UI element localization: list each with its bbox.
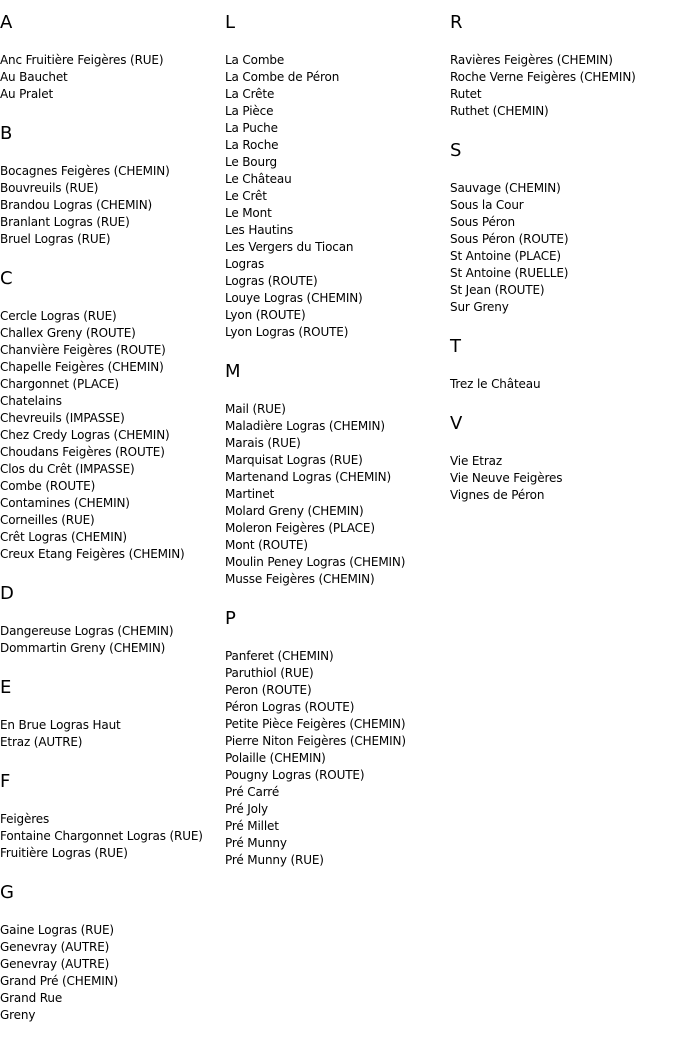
street-item[interactable]: Contamines (CHEMIN) bbox=[0, 496, 130, 510]
street-item[interactable]: Bocagnes Feigères (CHEMIN) bbox=[0, 164, 170, 178]
street-item[interactable]: Dangereuse Logras (CHEMIN) bbox=[0, 624, 174, 638]
street-item[interactable]: Gaine Logras (RUE) bbox=[0, 923, 114, 937]
street-item[interactable]: Lyon (ROUTE) bbox=[225, 308, 306, 322]
street-item[interactable]: Moulin Peney Logras (CHEMIN) bbox=[225, 555, 406, 569]
street-item[interactable]: Combe (ROUTE) bbox=[0, 479, 96, 493]
street-item[interactable]: La Pièce bbox=[225, 104, 274, 118]
letter-section-m bbox=[225, 362, 447, 588]
letter-section-f bbox=[0, 772, 222, 862]
street-item[interactable]: Vie Neuve Feigères bbox=[450, 471, 563, 485]
street-item[interactable]: Sous Péron (ROUTE) bbox=[450, 232, 569, 246]
street-item[interactable]: La Roche bbox=[225, 138, 279, 152]
street-item[interactable]: Rutet bbox=[450, 87, 482, 101]
street-item[interactable]: Panferet (CHEMIN) bbox=[225, 649, 334, 663]
letter-heading: B bbox=[0, 123, 13, 144]
letter-heading: L bbox=[225, 12, 236, 33]
street-item[interactable]: Martinet bbox=[225, 487, 275, 501]
letter-section-v bbox=[450, 414, 672, 504]
street-item[interactable]: Au Pralet bbox=[0, 87, 54, 101]
letter-section-e bbox=[0, 678, 222, 751]
street-item[interactable]: Corneilles (RUE) bbox=[0, 513, 95, 527]
letter-section-s bbox=[450, 141, 672, 316]
street-item[interactable]: Moleron Feigères (PLACE) bbox=[225, 521, 375, 535]
letter-heading: D bbox=[0, 583, 14, 604]
street-item[interactable]: Au Bauchet bbox=[0, 70, 68, 84]
street-item[interactable]: Pré Joly bbox=[225, 802, 269, 816]
street-item[interactable]: Grand Pré (CHEMIN) bbox=[0, 974, 119, 988]
letter-heading: S bbox=[450, 140, 462, 161]
letter-section-b bbox=[0, 124, 222, 248]
street-item[interactable]: Fruitière Logras (RUE) bbox=[0, 846, 128, 860]
letter-heading: T bbox=[450, 336, 461, 357]
street-item[interactable]: Sous la Cour bbox=[450, 198, 524, 212]
street-item[interactable]: Branlant Logras (RUE) bbox=[0, 215, 130, 229]
street-item[interactable]: Trez le Château bbox=[450, 377, 541, 391]
street-item[interactable]: Martenand Logras (CHEMIN) bbox=[225, 470, 391, 484]
letter-heading: G bbox=[0, 882, 14, 903]
street-item[interactable]: Les Vergers du Tiocan bbox=[225, 240, 354, 254]
street-item[interactable]: Louye Logras (CHEMIN) bbox=[225, 291, 363, 305]
street-item[interactable]: Le Crêt bbox=[225, 189, 267, 203]
street-item[interactable]: Chez Credy Logras (CHEMIN) bbox=[0, 428, 170, 442]
letter-heading: F bbox=[0, 771, 11, 792]
street-item[interactable]: Logras bbox=[225, 257, 265, 271]
street-item[interactable]: La Puche bbox=[225, 121, 278, 135]
street-item[interactable]: Marquisat Logras (RUE) bbox=[225, 453, 363, 467]
street-item[interactable]: Logras (ROUTE) bbox=[225, 274, 318, 288]
street-item[interactable]: St Jean (ROUTE) bbox=[450, 283, 545, 297]
street-item[interactable]: Polaille (CHEMIN) bbox=[225, 751, 326, 765]
letter-section-g bbox=[0, 883, 222, 1024]
street-item[interactable]: Chatelains bbox=[0, 394, 62, 408]
street-item[interactable]: Creux Etang Feigères (CHEMIN) bbox=[0, 547, 185, 561]
letter-heading: M bbox=[225, 361, 241, 382]
street-item[interactable]: Clos du Crêt (IMPASSE) bbox=[0, 462, 135, 476]
street-item[interactable]: La Combe bbox=[225, 53, 285, 67]
street-item[interactable]: Sur Greny bbox=[450, 300, 509, 314]
street-item[interactable]: Petite Pièce Feigères (CHEMIN) bbox=[225, 717, 406, 731]
letter-heading: C bbox=[0, 268, 13, 289]
street-item[interactable]: Bruel Logras (RUE) bbox=[0, 232, 111, 246]
street-item[interactable]: Chargonnet (PLACE) bbox=[0, 377, 119, 391]
street-item[interactable]: Lyon Logras (ROUTE) bbox=[225, 325, 349, 339]
street-item[interactable]: Le Bourg bbox=[225, 155, 277, 169]
street-item[interactable]: Paruthiol (RUE) bbox=[225, 666, 314, 680]
street-item[interactable]: Dommartin Greny (CHEMIN) bbox=[0, 641, 166, 655]
street-item[interactable]: Etraz (AUTRE) bbox=[0, 735, 83, 749]
letter-section-c bbox=[0, 269, 222, 563]
letter-heading: V bbox=[450, 413, 463, 434]
street-item[interactable]: Chapelle Feigères (CHEMIN) bbox=[0, 360, 164, 374]
street-item[interactable]: Sauvage (CHEMIN) bbox=[450, 181, 561, 195]
index-column-1 bbox=[0, 13, 222, 1045]
street-item[interactable]: Molard Greny (CHEMIN) bbox=[225, 504, 364, 518]
letter-heading: R bbox=[450, 12, 463, 33]
letter-heading: E bbox=[0, 677, 12, 698]
street-item[interactable]: Feigères bbox=[0, 812, 50, 826]
street-item[interactable]: Pré Carré bbox=[225, 785, 280, 799]
street-item[interactable]: Grand Rue bbox=[0, 991, 63, 1005]
street-item[interactable]: En Brue Logras Haut bbox=[0, 718, 121, 732]
street-item[interactable]: Choudans Feigères (ROUTE) bbox=[0, 445, 165, 459]
street-item[interactable]: Crêt Logras (CHEMIN) bbox=[0, 530, 127, 544]
street-item[interactable]: La Crête bbox=[225, 87, 275, 101]
street-item[interactable]: Roche Verne Feigères (CHEMIN) bbox=[450, 70, 636, 84]
street-item[interactable]: Péron Logras (ROUTE) bbox=[225, 700, 355, 714]
street-item[interactable]: Marais (RUE) bbox=[225, 436, 301, 450]
street-item[interactable]: Chanvière Feigères (ROUTE) bbox=[0, 343, 166, 357]
street-item[interactable]: St Antoine (PLACE) bbox=[450, 249, 561, 263]
letter-section-p bbox=[225, 609, 447, 869]
letter-section-r bbox=[450, 13, 672, 120]
letter-section-l bbox=[225, 13, 447, 341]
street-item[interactable]: Chevreuils (IMPASSE) bbox=[0, 411, 125, 425]
street-item[interactable]: Pré Munny bbox=[225, 836, 287, 850]
street-item[interactable]: Vie Etraz bbox=[450, 454, 502, 468]
street-item[interactable]: Greny bbox=[0, 1008, 36, 1022]
letter-heading: P bbox=[225, 608, 236, 629]
street-item[interactable]: St Antoine (RUELLE) bbox=[450, 266, 569, 280]
street-item[interactable]: Sous Péron bbox=[450, 215, 515, 229]
street-item[interactable]: Pougny Logras (ROUTE) bbox=[225, 768, 365, 782]
letter-heading: A bbox=[0, 12, 13, 33]
street-item[interactable]: Challex Greny (ROUTE) bbox=[0, 326, 136, 340]
street-item[interactable]: Le Château bbox=[225, 172, 292, 186]
letter-section-t bbox=[450, 337, 672, 393]
street-item[interactable]: Musse Feigères (CHEMIN) bbox=[225, 572, 375, 586]
street-item[interactable]: Mont (ROUTE) bbox=[225, 538, 308, 552]
street-item[interactable]: Le Mont bbox=[225, 206, 272, 220]
street-item[interactable]: Vignes de Péron bbox=[450, 488, 545, 502]
letter-section-d bbox=[0, 584, 222, 657]
street-item[interactable]: La Combe de Péron bbox=[225, 70, 340, 84]
street-item[interactable]: Mail (RUE) bbox=[225, 402, 286, 416]
street-item[interactable]: Les Hautins bbox=[225, 223, 294, 237]
letter-section-a bbox=[0, 13, 222, 103]
street-item[interactable]: Peron (ROUTE) bbox=[225, 683, 312, 697]
street-item[interactable]: Cercle Logras (RUE) bbox=[0, 309, 117, 323]
street-item[interactable]: Genevray (AUTRE) bbox=[0, 940, 110, 954]
street-item[interactable]: Anc Fruitière Feigères (RUE) bbox=[0, 53, 164, 67]
street-item[interactable]: Brandou Logras (CHEMIN) bbox=[0, 198, 153, 212]
street-item[interactable]: Pierre Niton Feigères (CHEMIN) bbox=[225, 734, 406, 748]
index-column-3 bbox=[450, 13, 672, 525]
street-item[interactable]: Fontaine Chargonnet Logras (RUE) bbox=[0, 829, 203, 843]
index-column-2 bbox=[225, 13, 447, 890]
street-item[interactable]: Pré Millet bbox=[225, 819, 279, 833]
street-item[interactable]: Ruthet (CHEMIN) bbox=[450, 104, 549, 118]
street-item[interactable]: Pré Munny (RUE) bbox=[225, 853, 324, 867]
street-item[interactable]: Maladière Logras (CHEMIN) bbox=[225, 419, 385, 433]
street-item[interactable]: Bouvreuils (RUE) bbox=[0, 181, 99, 195]
street-item[interactable]: Genevray (AUTRE) bbox=[0, 957, 110, 971]
street-item[interactable]: Ravières Feigères (CHEMIN) bbox=[450, 53, 613, 67]
